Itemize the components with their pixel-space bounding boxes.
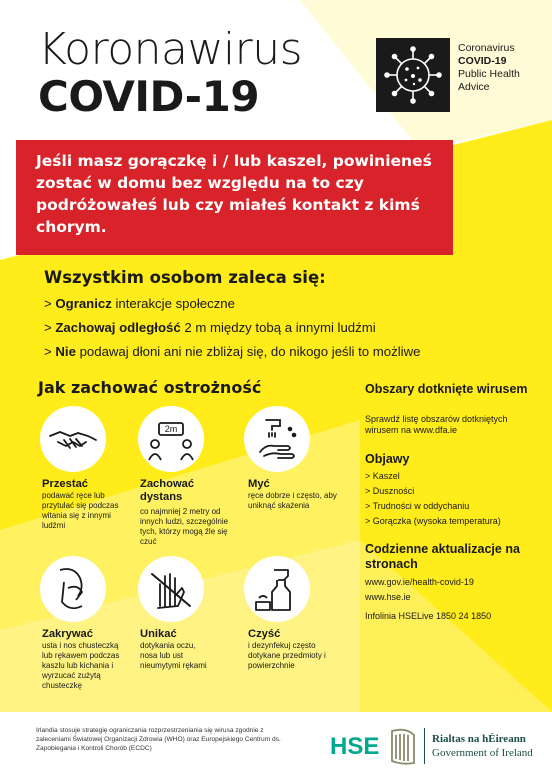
symptom-item: > Kaszel [365, 471, 400, 481]
hse-logo [330, 728, 380, 762]
item-title: Przestać [42, 478, 89, 490]
badge-line-3: Public Health [458, 68, 520, 80]
item-desc: podawać ręce lub przytulać się podczas witania się z innymi ludźmi [42, 491, 119, 530]
gov-divider [424, 728, 425, 764]
symptom-item: > Gorączka (wysoka temperatura) [365, 516, 501, 526]
handshake-icon [40, 406, 106, 472]
badge-line-2: COVID-19 [458, 55, 507, 67]
areas-text: Sprawdź listę obszarów dotkniętych wirusem na www.dfa.ie [365, 414, 508, 435]
gov-irish-name: Rialtas na hÉireann [432, 733, 526, 745]
item-title: Myć [248, 478, 270, 490]
recommendation-item: > Nie podawaj dłoni ani nie zbliżaj się, do nikogo jeśli to możliwe [44, 344, 421, 359]
badge-line-1: Coronavirus [458, 42, 515, 54]
no-touch-face-icon [138, 556, 204, 622]
symptoms-title: Objawy [365, 452, 410, 466]
item-title: Zakrywać [42, 628, 93, 640]
item-title: Zachować dystans [140, 478, 195, 503]
recommendation-text: podawaj dłoni ani nie zbliżaj się, do nikogo jeśli to możliwe [75, 344, 421, 359]
symptom-item: > Duszności [365, 486, 415, 496]
link-gov[interactable]: www.gov.ie/health-covid-19 [365, 577, 474, 587]
link-hse[interactable]: www.hse.ie [365, 592, 411, 602]
recommendation-text: interakcje społeczne [111, 296, 235, 311]
virus-icon [376, 38, 450, 112]
alert-text: Jeśli masz gorączkę i / lub kaszel, powinieneś zostać w domu bez względu na to czy podróżowałeś lub czy miałeś kontakt z kimś chorym. [36, 152, 432, 236]
hse-logo-text: HSE [330, 733, 380, 760]
recommendation-item: > Zachowaj odległość 2 m między tobą a innymi ludźmi [44, 320, 376, 335]
cover-mouth-icon [40, 556, 106, 622]
recommendation-text: 2 m między tobą a innymi ludźmi [180, 320, 376, 335]
item-title: Czyść [248, 628, 281, 640]
handwash-icon [244, 406, 310, 472]
title-line-2: COVID-19 [38, 72, 260, 121]
harp-icon [386, 725, 420, 769]
gov-english-name: Government of Ireland [432, 747, 533, 759]
recommendation-item: > Ogranicz interakcje społeczne [44, 296, 235, 311]
spray-bottle-icon [244, 556, 310, 622]
item-title: Unikać [140, 628, 177, 640]
areas-title: Obszary dotknięte wirusem [365, 382, 528, 396]
title-line-1: Koronawirus [38, 24, 303, 75]
symptom-item: > Trudności w oddychaniu [365, 501, 470, 511]
item-desc: co najmniej 2 metry od innych ludzi, szczególnie tych, którzy mogą źle się czuć [140, 507, 229, 546]
recommendation-bold: Ogranicz [55, 296, 112, 311]
item-desc: usta i nos chusteczką lub rękawem podczas kaszlu lub kichania i wyrzucać zużytą chusteczkę [42, 641, 120, 690]
recommendations-title: Wszystkim osobom zaleca się: [44, 268, 326, 287]
distance-icon [138, 406, 204, 472]
howto-title: Jak zachować ostrożność [38, 378, 262, 397]
item-desc: ręce dobrze i często, aby uniknąć skażenia [248, 491, 337, 510]
updates-title: Codzienne aktualizacje na stronach [365, 542, 520, 571]
infoline: Infolinia HSELive 1850 24 1850 [365, 611, 492, 621]
badge-line-4: Advice [458, 81, 490, 93]
badge-text [458, 42, 520, 94]
distance-badge: 2m [164, 424, 178, 434]
recommendation-bold: Zachowaj odległość [55, 320, 181, 335]
item-desc: i dezynfekuj często dotykane przedmioty i powierzchnie [248, 641, 326, 670]
virus-logo [376, 38, 450, 112]
item-desc: dotykania oczu, nosa lub ust nieumytymi rękami [140, 641, 207, 670]
recommendation-bold: Nie [55, 344, 76, 359]
footer-note: Irlandia stosuje strategię ograniczania rozprzestrzeniania się wirusa zgodnie z zaleceniami Światowej Organizacji Zdrowia (WHO) oraz Europejskiego Centrum ds. Zapobiegania i Kontroli Chorób (ECDC) [36, 727, 281, 752]
